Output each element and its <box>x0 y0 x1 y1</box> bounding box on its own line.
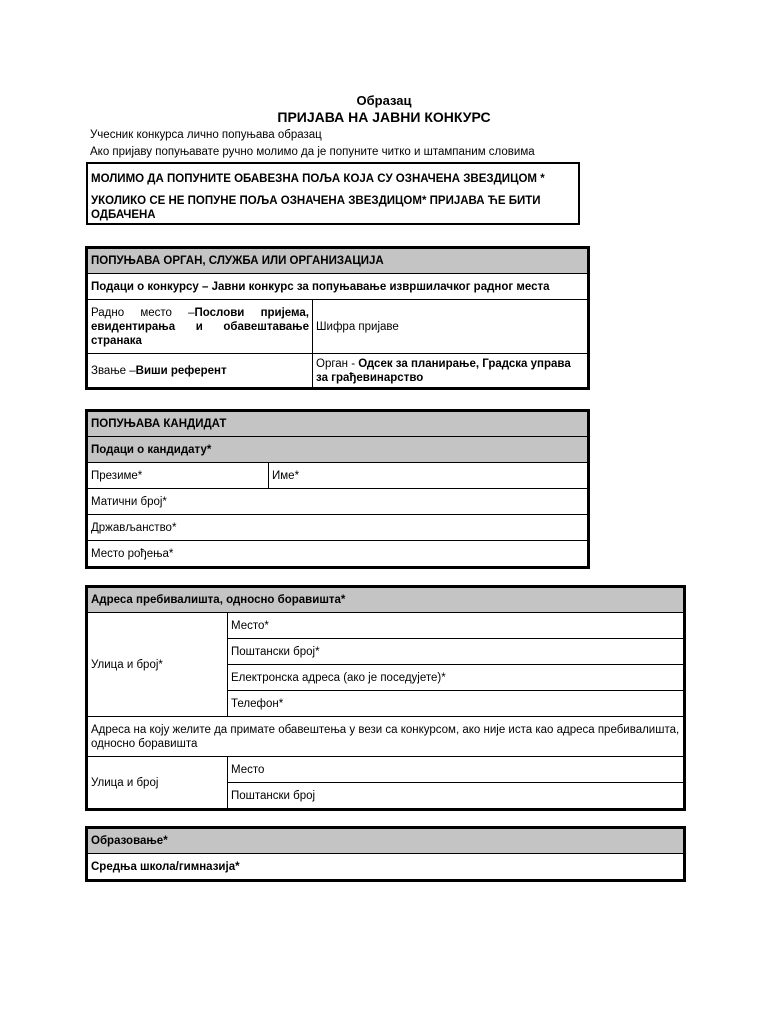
organ-value: Одсек за планирање, Градска управа за грађевинарство <box>316 357 571 384</box>
phone-label: Телефон* <box>231 697 284 710</box>
candidate-data-heading: Подаци о кандидату* <box>88 437 588 463</box>
position-label: Радно место – <box>91 306 195 319</box>
form-label: Образац <box>356 93 412 108</box>
street-field[interactable] <box>88 613 228 717</box>
citizenship-field[interactable] <box>88 515 588 541</box>
application-code-label: Шифра пријаве <box>316 320 399 333</box>
organization-section <box>87 248 588 388</box>
jmbg-label: Матични број* <box>91 495 167 508</box>
address-section <box>87 587 684 809</box>
name-field[interactable] <box>269 463 588 489</box>
application-code-field[interactable] <box>313 300 588 354</box>
name-label: Име* <box>272 469 300 482</box>
jmbg-field[interactable] <box>88 489 588 515</box>
secondary-school-label: Средња школа/гимназија* <box>91 860 240 873</box>
street-label: Улица и број* <box>91 658 163 671</box>
organ-cell <box>313 354 588 388</box>
title-value: Виши референт <box>135 364 227 377</box>
surname-label: Презиме* <box>91 469 143 482</box>
birthplace-field[interactable] <box>88 541 588 567</box>
alt-address-note: Адреса на коју желите да примате обавештења у вези са конкурсом, ако није иста као адреса пребивалишта, односно боравишта <box>88 717 684 757</box>
org-section-heading: ПОПУЊАВА ОРГАН, СЛУЖБА ИЛИ ОРГАНИЗАЦИЈА <box>88 249 588 274</box>
postal-code-field[interactable] <box>228 639 684 665</box>
alt-city-field[interactable] <box>228 757 684 783</box>
notice-line-1: МОЛИМО ДА ПОПУНИТЕ ОБАВЕЗНА ПОЉА КОЈА СУ ОЗНАЧЕНА ЗВЕЗДИЦОМ * <box>91 173 545 185</box>
contest-info: Подаци о конкурсу – Јавни конкурс за попуњавање извршилачког радног места <box>88 274 588 300</box>
citizenship-label: Држављанство* <box>91 521 177 534</box>
alt-street-field[interactable] <box>88 757 228 809</box>
alt-city-label: Место <box>231 763 265 776</box>
birthplace-label: Место рођења* <box>91 547 174 560</box>
candidate-section-heading: ПОПУЊАВА КАНДИДАТ <box>88 412 588 437</box>
position-value: Послови пријема, евидентирања и обавештавање странака <box>91 306 309 347</box>
mandatory-fields-notice <box>86 162 580 225</box>
notice-line-2: УКОЛИКО СЕ НЕ ПОПУНЕ ПОЉА ОЗНАЧЕНА ЗВЕЗДИЦОМ* ПРИЈАВА ЋЕ БИТИ ОДБАЧЕНА <box>91 195 541 221</box>
education-section-heading: Образовање* <box>88 829 684 854</box>
secondary-school-field[interactable] <box>88 854 684 880</box>
intro-text-1: Учесник конкурса лично попуњава образац <box>90 129 322 141</box>
page-title: ПРИЈАВА НА ЈАВНИ КОНКУРС <box>277 109 491 125</box>
city-label: Место* <box>231 619 269 632</box>
title-label: Звање – <box>91 364 136 377</box>
phone-field[interactable] <box>228 691 684 717</box>
alt-postal-code-field[interactable] <box>228 783 684 809</box>
email-label: Електронска адреса (ако је поседујете)* <box>231 671 446 684</box>
surname-field[interactable] <box>88 463 269 489</box>
email-field[interactable] <box>228 665 684 691</box>
position-cell <box>88 300 313 354</box>
address-section-heading: Адреса пребивалишта, односно боравишта* <box>88 588 684 613</box>
city-field[interactable] <box>228 613 684 639</box>
title-cell <box>88 354 313 388</box>
candidate-section <box>87 411 588 567</box>
intro-text-2: Ако пријаву попуњавате ручно молимо да је попуните читко и штампаним словима <box>90 146 535 158</box>
education-section <box>87 828 684 880</box>
postal-code-label: Поштански број* <box>231 645 320 658</box>
organ-label: Орган - <box>316 357 359 370</box>
alt-postal-code-label: Поштански број <box>231 789 316 802</box>
alt-street-label: Улица и број <box>91 776 159 789</box>
